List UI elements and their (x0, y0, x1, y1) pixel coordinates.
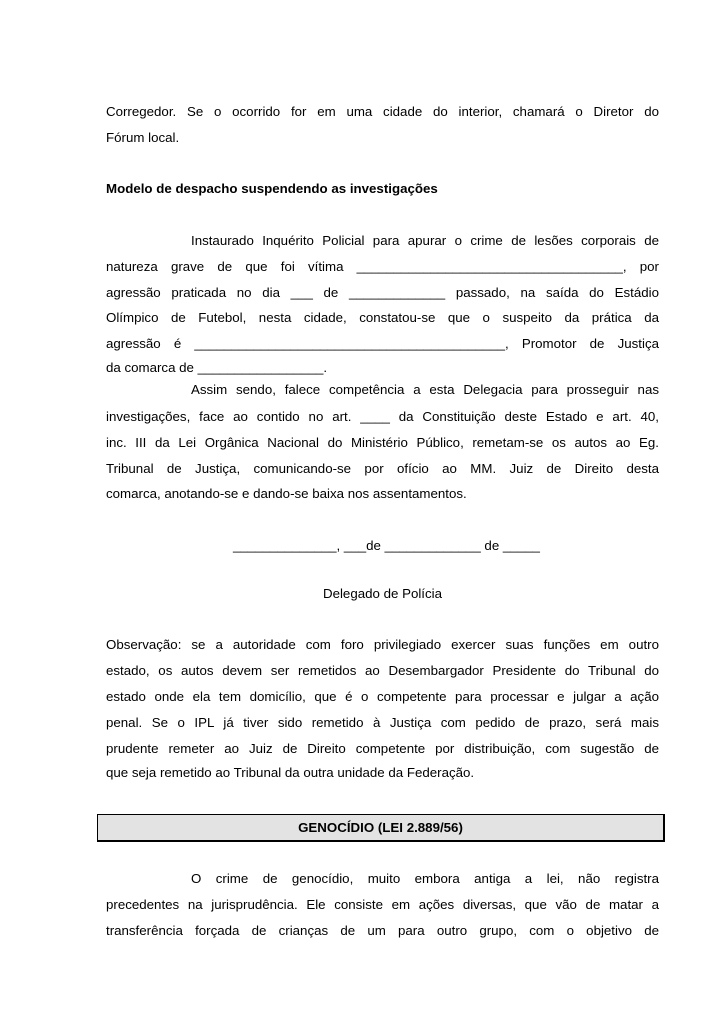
section-heading: Modelo de despacho suspendendo as investigações (106, 181, 438, 196)
section-title: GENOCÍDIO (LEI 2.889/56) (298, 820, 463, 835)
body-text-line: inc. III da Lei Orgânica Nacional do Ministério Público, remetam-se os autos ao Eg. (106, 435, 659, 450)
body-text-line: comarca, anotando-se e dando-se baixa nos assentamentos. (106, 486, 467, 501)
body-text-line: prudente remeter ao Juiz de Direito competente por distribuição, com sugestão de (106, 741, 659, 756)
body-text-line: Fórum local. (106, 130, 180, 145)
body-text-line: que seja remetido ao Tribunal da outra unidade da Federação. (106, 765, 475, 780)
signature-line: Delegado de Polícia (322, 586, 443, 601)
body-text-line: agressão praticada no dia ___ de _____________ passado, na saída do Estádio (106, 285, 659, 300)
body-text-line: transferência forçada de crianças de um para outro grupo, com o objetivo de (106, 923, 659, 938)
body-text-line: da comarca de _________________. (106, 360, 328, 375)
body-text-line: natureza grave de que foi vítima ____________________________________, por (106, 259, 659, 274)
body-text-line: precedentes na jurisprudência. Ele consiste em ações diversas, que vão de matar a (106, 897, 659, 912)
body-text-line: O crime de genocídio, muito embora antiga a lei, não registra (191, 871, 659, 886)
body-text-line: Assim sendo, falece competência a esta Delegacia para prosseguir nas (191, 382, 659, 397)
body-text-line: penal. Se o IPL já tiver sido remetido à Justiça com pedido de prazo, será mais (106, 715, 659, 730)
body-text-line: estado, os autos devem ser remetidos ao Desembargador Presidente do Tribunal do (106, 663, 659, 678)
body-text-line: investigações, face ao contido no art. ____ da Constituição deste Estado e art. 40, (106, 409, 659, 424)
body-text-line: Instaurado Inquérito Policial para apurar o crime de lesões corporais de (191, 233, 659, 248)
body-text-line: Olímpico de Futebol, nesta cidade, constatou-se que o suspeito da prática da (106, 310, 659, 325)
section-title-band (97, 814, 665, 842)
body-text-line: Observação: se a autoridade com foro privilegiado exercer suas funções em outro (106, 637, 659, 652)
body-text-line: Corregedor. Se o ocorrido for em uma cidade do interior, chamará o Diretor do (106, 104, 659, 119)
dateline: ______________, ___de _____________ de _____ (233, 538, 540, 553)
body-text-line: agressão é __________________________________________, Promotor de Justiça (106, 336, 659, 351)
body-text-line: Tribunal de Justiça, comunicando-se por ofício ao MM. Juiz de Direito desta (106, 461, 659, 476)
body-text-line: estado onde ela tem domicílio, que é o competente para processar e julgar a ação (106, 689, 659, 704)
